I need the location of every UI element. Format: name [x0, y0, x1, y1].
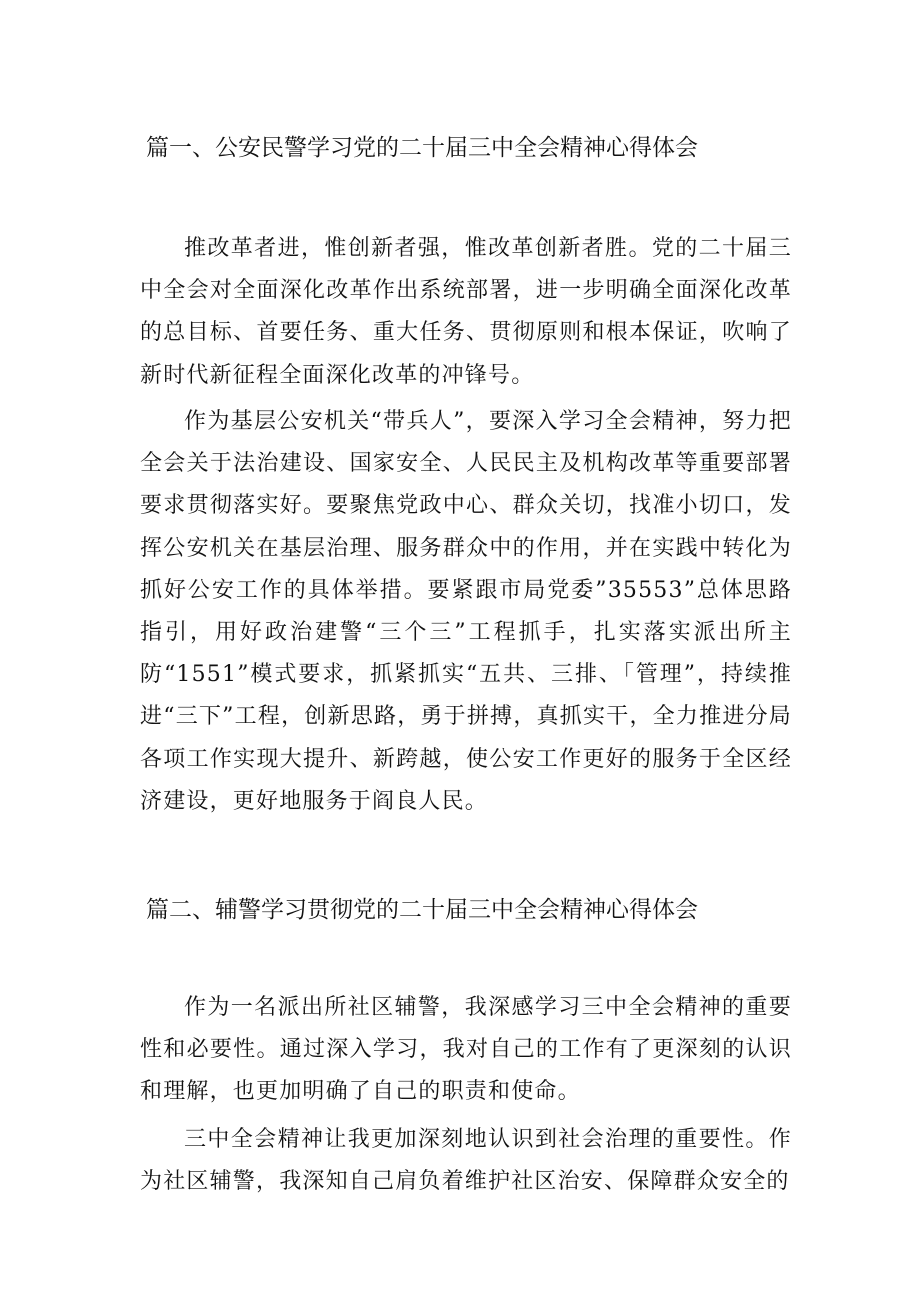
section-title-1: 篇一、公安民警学习党的二十届三中全会精神心得体会: [146, 135, 698, 161]
section-1-paragraph-1: 推改革者进，惟创新者强，惟改革创新者胜。党的二十届三中全会对全面深化改革作出系统部署，进一步明确全面深化改革的总目标、首要任务、重大任务、贯彻原则和根本保证，吹响了新时代新征程全面深化改革的冲锋号。: [140, 236, 792, 388]
section-1-paragraph-2: 作为基层公安机关“带兵人”，要深入学习全会精神，努力把全会关于法治建设、国家安全、人民民主及机构改革等重要部署要求贯彻落实好。要聚焦党政中心、群众关切，找准小切口，发挥公安机关在基层治理、服务群众中的作用，并在实践中转化为抓好公安工作的具体举措。要紧跟市局党委”35553”总体思路指引，用好政治建警“三个三”工程抓手，扎实落实派出所主防“1551”模式要求，抓紧抓实“五共、三排、「管理”，持续推进“三下”工程，创新思路，勇于拼搏，真抓实干，全力推进分局各项工作实现大提升、新跨越，使公安工作更好的服务于全区经济建设，更好地服务于阎良人民。: [140, 409, 792, 814]
section-2-paragraph-1: 作为一名派出所社区辅警，我深感学习三中全会精神的重要性和必要性。通过深入学习，我对自己的工作有了更深刻的认识和理解，也更加明确了自己的职责和使命。: [140, 995, 792, 1105]
section-2-paragraph-2: 三中全会精神让我更加深刻地认识到社会治理的重要性。作为社区辅警，我深知自己肩负着维护社区治安、保障群众安全的: [140, 1127, 792, 1195]
section-title-2: 篇二、辅警学习贯彻党的二十届三中全会精神心得体会: [146, 897, 698, 923]
